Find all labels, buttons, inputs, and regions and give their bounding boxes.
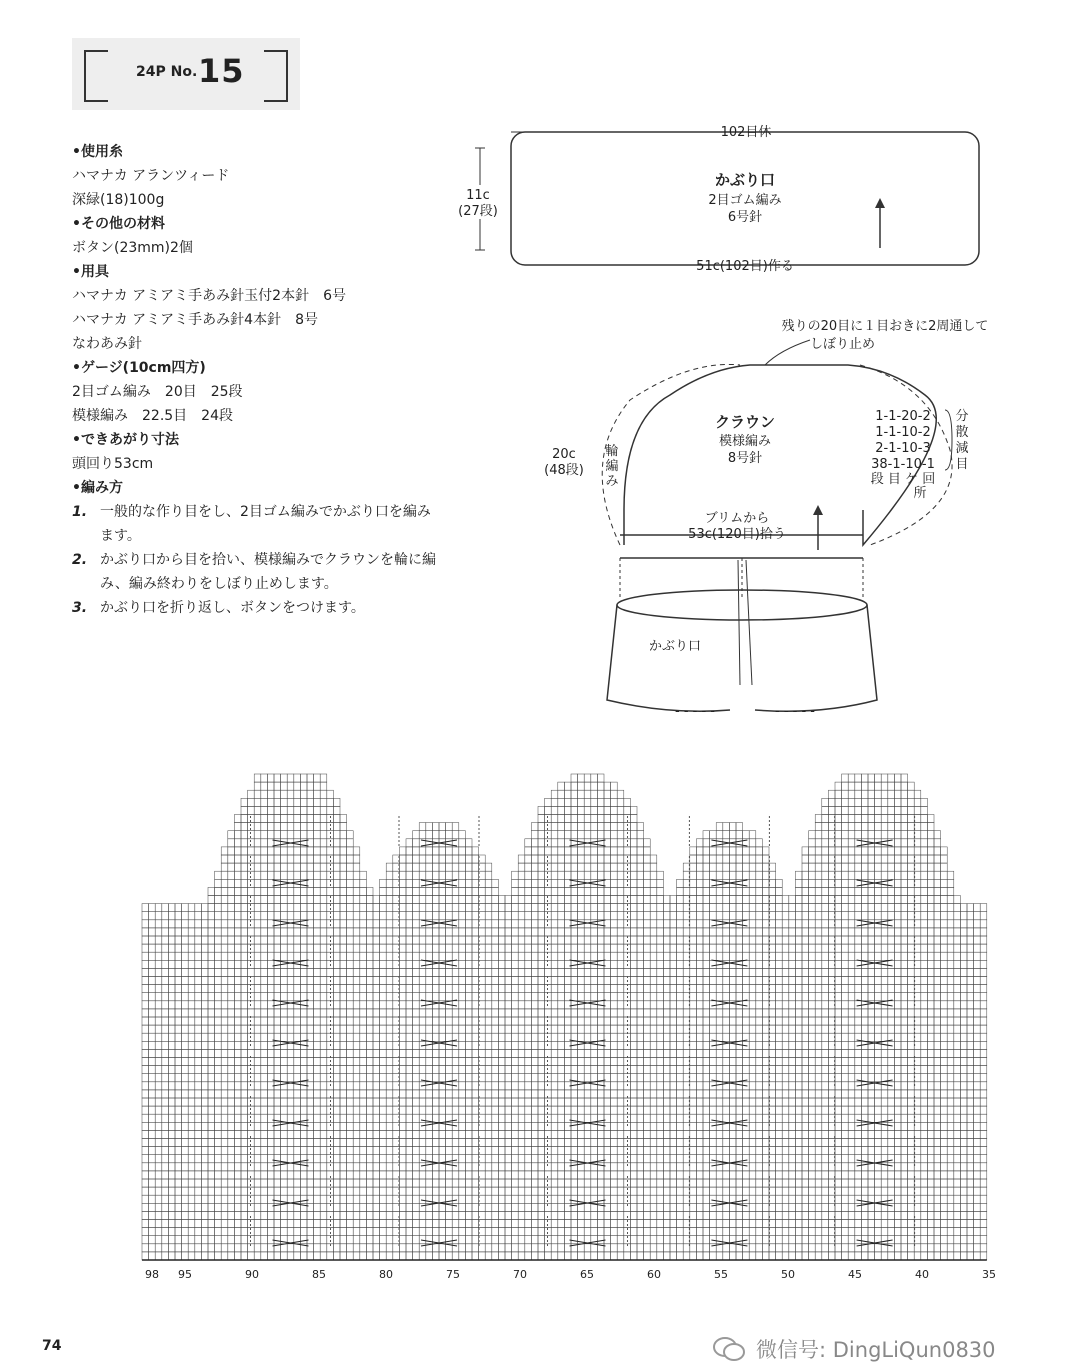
decrease-label-4: 目: [955, 457, 968, 472]
axis-tick-label: 35: [982, 1268, 996, 1281]
decrease-row-1: 1-1-20-2: [875, 409, 930, 424]
section-heading: •編み方: [72, 476, 442, 500]
decrease-row-2: 1-1-10-2: [875, 425, 930, 440]
step-number: 2.: [72, 548, 100, 596]
pattern-title-plate: [72, 38, 300, 110]
decrease-legend-2: 所: [913, 486, 926, 501]
decrease-legend: 段 目 ケ 回: [871, 472, 935, 487]
step-text: かぶり口から目を拾い、模様編みでクラウンを輪に編み、編み終わりをしぼり止めします。: [100, 548, 442, 596]
material-line: ハマナカ アミアミ手あみ針玉付2本針 6号: [72, 284, 442, 308]
instructions-column: [72, 140, 442, 620]
crown-pickup-2: 53c(120目)拾う: [688, 526, 786, 542]
brim-top-label: 102目休: [721, 125, 772, 140]
step-number: 3.: [72, 596, 100, 620]
folded-brim-label: かぶり口: [649, 639, 701, 654]
axis-tick-label: 70: [513, 1268, 527, 1281]
material-line: ハマナカ アミアミ手あみ針4本針 8号: [72, 308, 442, 332]
crown-needle: 8号針: [728, 450, 762, 466]
axis-tick-label: 50: [781, 1268, 795, 1281]
wechat-icon: [712, 1336, 746, 1362]
axis-tick-label: 65: [580, 1268, 594, 1281]
step-item: [72, 596, 442, 620]
pattern-number: 15: [198, 52, 245, 90]
decrease-row-3: 2-1-10-3: [875, 441, 930, 456]
axis-tick-label: 90: [245, 1268, 259, 1281]
section-heading: •用具: [72, 260, 442, 284]
left-bracket: [84, 50, 108, 102]
crown-top-note-2: しぼり止め: [810, 337, 875, 352]
material-line: ボタン(23mm)2個: [72, 236, 442, 260]
step-item: [72, 548, 442, 596]
chart-grid: [142, 774, 987, 1260]
crown-note-leader: [765, 340, 810, 365]
decrease-label-1: 分: [955, 409, 968, 424]
folded-brim-right: [755, 605, 877, 711]
axis-tick-label: 55: [714, 1268, 728, 1281]
decrease-row-4: 38-1-10-1: [871, 457, 935, 472]
pattern-page-ref: 24P No.: [136, 64, 197, 80]
step-text: かぶり口を折り返し、ボタンをつけます。: [100, 596, 365, 620]
materials-list: [72, 140, 442, 500]
crown-pickup-1: ブリムから: [705, 511, 769, 526]
axis-tick-label: 60: [647, 1268, 661, 1281]
brim-stitch: 2目ゴム編み: [708, 193, 781, 208]
brim-name: かぶり口: [715, 171, 775, 189]
crown-stitch: 模様編み: [719, 433, 771, 449]
section-heading: •使用糸: [72, 140, 442, 164]
chart-axis-ticks: [145, 1268, 996, 1281]
watermark-text: 微信号: DingLiQun0830: [756, 1334, 996, 1364]
step-item: [72, 500, 442, 548]
brim-height-rows: (27段): [458, 204, 498, 219]
section-heading: •その他の材料: [72, 212, 442, 236]
material-line: 深緑(18)100g: [72, 188, 442, 212]
decrease-label-2: 散: [955, 424, 968, 440]
section-heading: •できあがり寸法: [72, 428, 442, 452]
brim-diagram: [440, 115, 1000, 285]
axis-tick-label: 45: [848, 1268, 862, 1281]
crown-round-1: 輪: [605, 443, 618, 459]
brim-height-cm: 11c: [466, 188, 490, 203]
crown-height-cm: 20c: [552, 447, 576, 462]
page-number: 74: [42, 1338, 61, 1354]
crown-name: クラウン: [715, 413, 775, 431]
crown-round-3: み: [605, 474, 618, 489]
decrease-label-3: 減: [955, 440, 968, 456]
section-heading: •ゲージ(10cm四方): [72, 356, 442, 380]
axis-tick-label: 75: [446, 1268, 460, 1281]
material-line: 2目ゴム編み 20目 25段: [72, 380, 442, 404]
folded-brim-left: [607, 605, 730, 711]
dash-left: - - - - -: [675, 704, 715, 719]
material-line: 模様編み 22.5目 24段: [72, 404, 442, 428]
axis-tick-label: 85: [312, 1268, 326, 1281]
crown-round-2: 編: [605, 459, 618, 474]
brim-needle: 6号針: [728, 209, 762, 225]
watermark: [712, 1334, 996, 1364]
material-line: なわあみ針: [72, 332, 442, 356]
stitch-chart: [130, 770, 1000, 1290]
dash-right: - - - - -: [775, 704, 815, 719]
axis-tick-label: 40: [915, 1268, 929, 1281]
step-number: 1.: [72, 500, 100, 548]
axis-tick-label: 80: [379, 1268, 393, 1281]
right-bracket: [264, 50, 288, 102]
steps-list: [72, 500, 442, 620]
material-line: 頭回り53cm: [72, 452, 442, 476]
axis-tick-label: 95: [178, 1268, 192, 1281]
material-line: ハマナカ アランツィード: [72, 164, 442, 188]
crown-height-rows: (48段): [544, 463, 584, 478]
step-text: 一般的な作り目をし、2目ゴム編みでかぶり口を編みます。: [100, 500, 442, 548]
axis-tick-label: 98: [145, 1268, 159, 1281]
crown-top-note-1: 残りの20目に１目おきに2周通して: [782, 319, 989, 334]
brim-arrow-head: [875, 198, 885, 208]
crown-diagram: [520, 310, 1000, 730]
brim-bottom-label: 51c(102目)作る: [696, 259, 794, 274]
